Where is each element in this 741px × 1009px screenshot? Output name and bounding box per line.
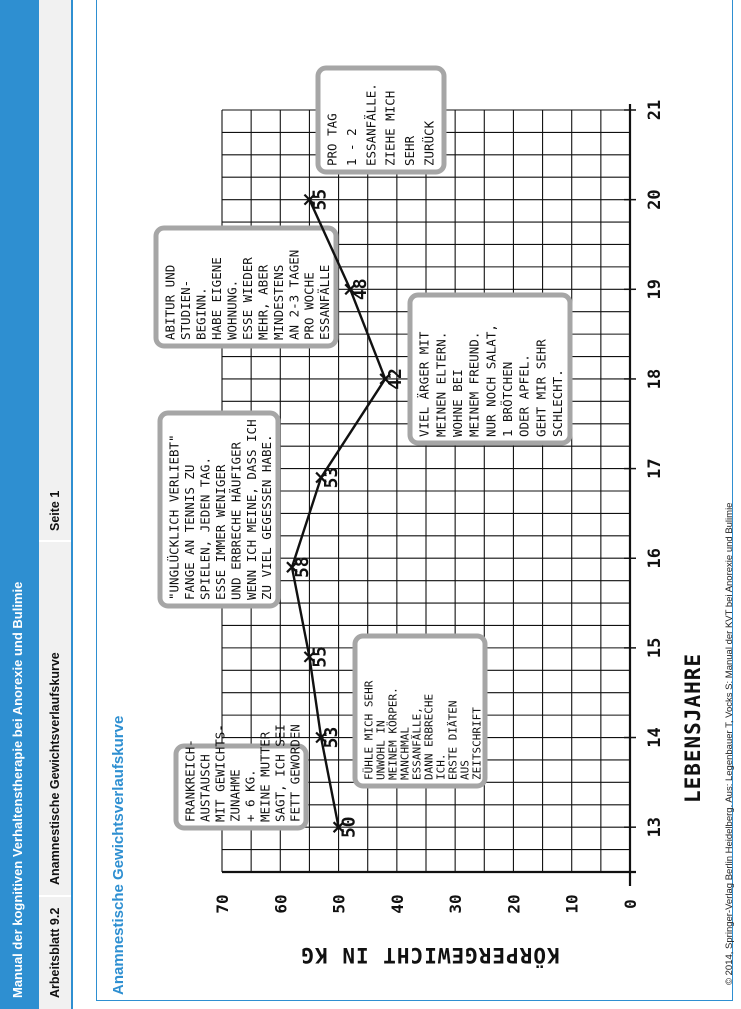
annotation-line: + 6 KG. xyxy=(242,769,258,822)
x-tick-label: 17 xyxy=(645,458,665,479)
copyright: © 2014, Springer-Verlag Berlin Heidelberg. Aus: Legenbauer T, Vocks S: Manual der KVT bei Anorexie und Bulimie xyxy=(724,502,735,985)
page-number: Seite 1 xyxy=(48,490,62,531)
annotation-line: AN 2-3 TAGEN xyxy=(286,249,302,340)
annotation-line: MEHR, ABER xyxy=(255,264,271,340)
data-label: 55 xyxy=(309,188,331,211)
annotation-line: SPIELEN, JEDEN TAG. xyxy=(197,457,213,600)
annotation-line: ESSANFÄLLE, xyxy=(410,707,424,780)
x-tick-label: 19 xyxy=(645,279,665,300)
y-tick-label: 50 xyxy=(329,894,349,914)
annotation-line: ERSTE DIÄTEN xyxy=(446,700,460,780)
annotation-line: MEINEM KÖRPER. xyxy=(386,687,400,780)
annotation-line: ZU VIEL GEGESSEN HABE. xyxy=(259,434,275,600)
annotation-line: PRO TAG xyxy=(324,113,340,166)
data-label: 58 xyxy=(291,556,313,579)
annotation-line: WENN ICH MEINE, DASS ICH xyxy=(243,419,259,600)
book-title: Manual der kognitiven Verhaltenstherapie bei Anorexie und Bulimie xyxy=(10,581,25,998)
annotation-line: MANCHMAL xyxy=(398,727,412,780)
annotation-line: FANGE AN TENNIS ZU xyxy=(182,464,198,600)
annotation-line: AUS xyxy=(458,760,472,780)
annotation-line: PRO WOCHE xyxy=(301,272,317,340)
x-tick-label: 18 xyxy=(645,368,665,390)
annotation-line: SCHLECHT. xyxy=(549,369,565,437)
annotation-line: MEINEN ELTERN. xyxy=(433,331,449,437)
annotation-line: ICH. xyxy=(434,753,448,780)
annotation-line: MINDESTENS xyxy=(270,264,286,340)
annotation-line: ESSANFÄLLE. xyxy=(363,83,379,166)
chart-annotations xyxy=(156,68,570,828)
annotation-line: WOHNUNG. xyxy=(224,279,240,340)
annotation-line: WOHNE BEI xyxy=(449,369,465,437)
annotation-line: UNWOHL IN xyxy=(374,720,388,780)
y-tick-label: 40 xyxy=(387,894,407,914)
y-tick-label: 60 xyxy=(271,894,291,914)
data-label: 50 xyxy=(338,816,360,839)
annotation-line: 1 - 2 xyxy=(343,128,359,166)
page-title: Anamnestische Gewichtsverlaufskurve xyxy=(110,715,127,995)
annotation-line: MEINEM FREUND. xyxy=(466,331,482,437)
x-tick-label: 13 xyxy=(645,816,665,838)
annotation-line: ZUNAHME xyxy=(227,769,243,822)
data-label: 42 xyxy=(385,368,407,390)
annotation-line: ABITUR UND xyxy=(162,264,178,340)
data-label: 48 xyxy=(350,278,372,301)
annotation-line: HABE EIGENE xyxy=(208,257,224,340)
x-tick-label: 16 xyxy=(645,547,665,569)
sheet-number: Arbeitsblatt 9.2 xyxy=(48,907,62,998)
data-label: 55 xyxy=(309,646,331,668)
x-axis-title: LEBENSJAHRE xyxy=(681,652,705,804)
annotation-line: ODER APFEL. xyxy=(516,354,532,437)
annotation-line: NUR NOCH SALAT, xyxy=(483,324,499,437)
annotation-line: GEHT MIR SEHR xyxy=(533,339,549,437)
y-tick-label: 30 xyxy=(446,894,466,914)
annotation-line: STUDIEN- xyxy=(178,279,194,340)
data-label: 53 xyxy=(321,466,343,489)
annotation-line: UND ERBRECHE HÄUFIGER xyxy=(228,441,244,600)
annotation-line: ESSE IMMER WENIGER xyxy=(212,464,228,600)
annotation-line: VIEL ÄRGER MIT xyxy=(416,331,432,437)
x-tick-label: 15 xyxy=(645,637,665,659)
annotation-line: FÜHLE MICH SEHR xyxy=(362,680,376,780)
y-tick-label: 10 xyxy=(562,894,582,914)
annotation-line: 1 BRÖTCHEN xyxy=(499,361,515,437)
y-axis-title: KÖRPERGEWICHT IN KG xyxy=(300,943,560,967)
y-tick-label: 70 xyxy=(213,894,232,914)
annotation-line: FRANKREICH- xyxy=(182,739,198,822)
annotation-line: SAGT, ICH SEI xyxy=(272,724,288,822)
x-tick-label: 20 xyxy=(645,189,665,210)
x-tick-label: 14 xyxy=(645,727,665,748)
annotation-line: ESSANFÄLLE xyxy=(317,264,333,340)
y-tick-label: 20 xyxy=(504,894,524,914)
annotation-line: MIT GEWICHTS- xyxy=(212,724,228,822)
annotation-line: ZEITSCHRIFT xyxy=(470,707,484,780)
sheet-title: Anamnestische Gewichtsverlaufskurve xyxy=(48,652,62,885)
data-label: 53 xyxy=(321,726,343,749)
annotation-line: ESSE WIEDER xyxy=(239,257,255,340)
annotation-line: "UNGLÜCKLICH VERLIEBT" xyxy=(166,434,182,600)
annotation-line: MEINE MUTTER xyxy=(257,731,273,822)
annotation-line: ZIEHE MICH xyxy=(382,90,398,166)
annotation-line: SEHR xyxy=(401,135,417,166)
annotation-line: BEGINN. xyxy=(193,287,209,340)
annotation-line: AUSTAUSCH xyxy=(197,754,213,822)
y-tick-label: 0 xyxy=(621,899,640,909)
x-tick-label: 21 xyxy=(645,99,665,121)
annotation-line: FETT GEWORDEN xyxy=(287,724,303,822)
annotation-line: ZURÜCK xyxy=(421,120,437,166)
annotation-line: DANN ERBRECHE xyxy=(422,693,436,780)
